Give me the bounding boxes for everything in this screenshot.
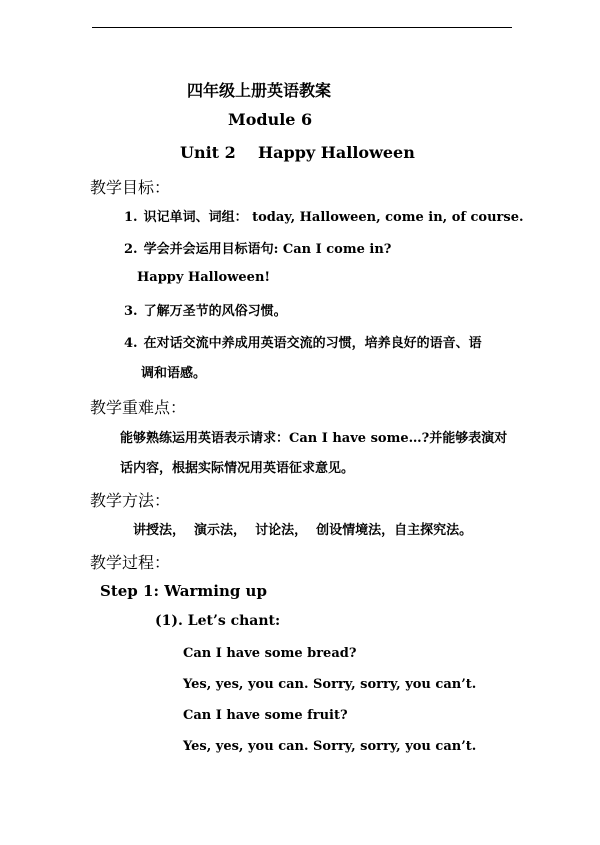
step1-heading: Step 1: Warming up — [100, 582, 267, 600]
objectives-heading: 教学目标： — [90, 178, 171, 197]
objective-item-1: 1. 识记单词、词组： today, Halloween, come in, of course. — [124, 210, 524, 225]
objective-item-4-continued: 调和语感。 — [141, 366, 207, 381]
unit-title: Unit 2 Happy Halloween — [180, 143, 415, 162]
chant-subheading: (1). Let’s chant: — [155, 613, 281, 629]
objective-item-3: 3. 了解万圣节的风俗习惯。 — [124, 304, 287, 319]
objective-item-2: 2. 学会并会运用目标语句: Can I come in? — [124, 242, 392, 257]
key-points-heading: 教学重难点： — [90, 398, 187, 417]
chant-line-2: Yes, yes, you can. Sorry, sorry, you can’t. — [183, 677, 477, 692]
chant-line-1: Can I have some bread? — [183, 646, 357, 661]
module-title: Module 6 — [228, 110, 313, 129]
document-title: 四年级上册英语教案 — [187, 81, 332, 100]
methods-heading: 教学方法： — [90, 491, 171, 510]
key-points-line-1: 能够熟练运用英语表示请求：Can I have some…?并能够表演对 — [120, 431, 508, 446]
key-points-line-2: 话内容，根据实际情况用英语征求意见。 — [120, 461, 355, 476]
process-heading: 教学过程： — [90, 553, 171, 572]
methods-text: 讲授法， 演示法， 讨论法， 创设情境法，自主探究法。 — [133, 523, 473, 538]
chant-line-3: Can I have some fruit? — [183, 708, 348, 723]
chant-line-4: Yes, yes, you can. Sorry, sorry, you can’t. — [183, 739, 477, 754]
objective-item-2-continued: Happy Halloween! — [137, 270, 271, 285]
header-rule — [92, 27, 512, 28]
objective-item-4: 4. 在对话交流中养成用英语交流的习惯，培养良好的语音、语 — [124, 336, 482, 351]
